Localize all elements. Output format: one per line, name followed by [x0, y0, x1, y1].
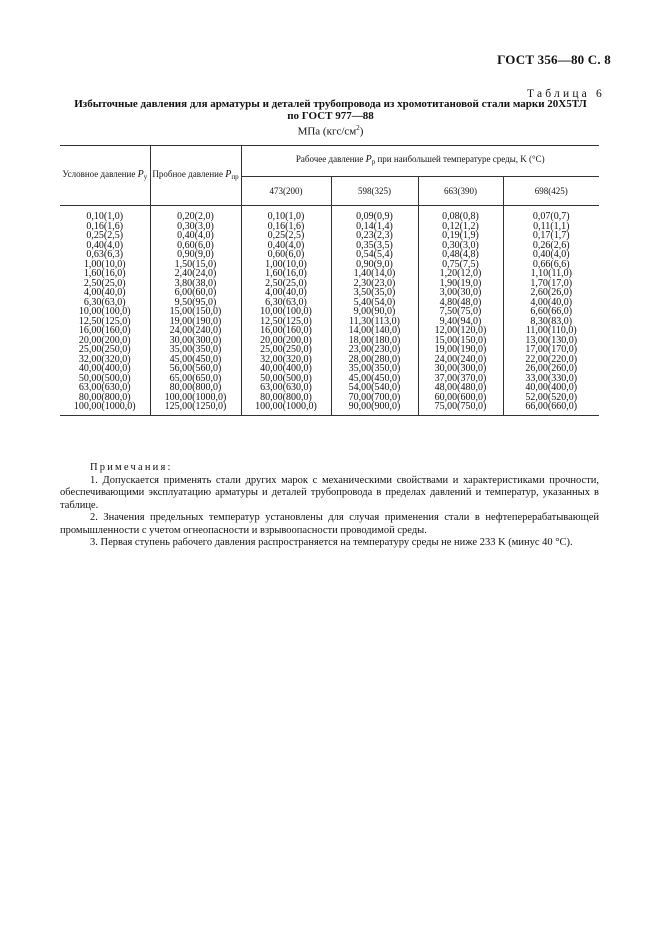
- table-cell: 0,40(4,0): [241, 241, 331, 251]
- header-temp-1: 473(200): [241, 177, 331, 206]
- table-cell: 12,50(125,0): [241, 317, 331, 327]
- table-cell: 0,60(6,0): [150, 241, 241, 251]
- table-cell: 1,60(16,0): [241, 269, 331, 279]
- header-temp-4: 698(425): [503, 177, 599, 206]
- header-working-label-pre: Рабочее давление: [295, 154, 364, 164]
- table-cell: 48,00(480,0): [418, 383, 503, 393]
- table-cell: 14,00(140,0): [331, 326, 418, 336]
- table-cell: 0,54(5,4): [331, 250, 418, 260]
- table-cell: 1,00(10,0): [241, 260, 331, 270]
- header-nominal-sub: у: [143, 172, 148, 181]
- units-label: [0, 124, 661, 138]
- table-cell: 0,40(4,0): [60, 241, 150, 251]
- table-cell: 0,10(1,0): [241, 212, 331, 222]
- table-cell: 40,00(400,0): [60, 364, 150, 374]
- table-row: [60, 212, 599, 222]
- table-cell: 1,20(12,0): [418, 269, 503, 279]
- table-cell: 35,00(350,0): [331, 364, 418, 374]
- table-cell: 19,00(190,0): [150, 317, 241, 327]
- table-cell: 90,00(900,0): [331, 402, 418, 415]
- table-cell: 45,00(450,0): [150, 355, 241, 365]
- table-cell: 100,00(1000,0): [150, 393, 241, 403]
- table-row: [60, 307, 599, 317]
- table-cell: 0,10(1,0): [60, 212, 150, 222]
- table-cell: 100,00(1000,0): [60, 402, 150, 415]
- table-cell: 0,90(9,0): [331, 260, 418, 270]
- table-cell: 66,00(660,0): [503, 402, 599, 415]
- table-cell: 32,00(320,0): [60, 355, 150, 365]
- table-cell: 1,50(15,0): [150, 260, 241, 270]
- table-cell: 0,66(6,6): [503, 260, 599, 270]
- table-cell: 45,00(450,0): [331, 374, 418, 384]
- table-cell: 1,40(14,0): [331, 269, 418, 279]
- table-cell: 0,48(4,8): [418, 250, 503, 260]
- table-cell: 54,00(540,0): [331, 383, 418, 393]
- table-cell: 0,17(1,7): [503, 231, 599, 241]
- table-cell: 0,12(1,2): [418, 222, 503, 232]
- header-test-pressure: [150, 146, 241, 206]
- table-cell: 50,00(500,0): [241, 374, 331, 384]
- table-cell: 11,00(110,0): [503, 326, 599, 336]
- table-row: [60, 402, 599, 415]
- table-row: [60, 326, 599, 336]
- table-row: [60, 336, 599, 346]
- notes-title: Примечания:: [90, 462, 173, 473]
- table-cell: 0,75(7,5): [418, 260, 503, 270]
- table-row: [60, 393, 599, 403]
- table-cell: 12,00(120,0): [418, 326, 503, 336]
- table-row: [60, 317, 599, 327]
- table-cell: 40,00(400,0): [503, 383, 599, 393]
- table-row: [60, 383, 599, 393]
- header-nominal-pressure: [60, 146, 150, 206]
- table-cell: 0,30(3,0): [418, 241, 503, 251]
- table-cell: 9,50(95,0): [150, 298, 241, 308]
- table-cell: 75,00(750,0): [418, 402, 503, 415]
- header-test-sub: пр: [231, 172, 239, 181]
- table-cell: 9,00(90,0): [331, 307, 418, 317]
- table-cell: 0,40(4,0): [503, 250, 599, 260]
- table-cell: 40,00(400,0): [241, 364, 331, 374]
- note-2: 2. Значения предельных температур установлены для случая применения стали в нефтеперерабатывающей промышленности с учетом огнеопасности и взрывоопасности проводимой среды.: [60, 512, 599, 536]
- table-cell: 15,00(150,0): [150, 307, 241, 317]
- table-cell: 4,00(40,0): [503, 298, 599, 308]
- table-cell: 0,08(0,8): [418, 212, 503, 222]
- table-cell: 8,30(83,0): [503, 317, 599, 327]
- table-cell: 52,00(520,0): [503, 393, 599, 403]
- table-row: [60, 345, 599, 355]
- table-cell: 6,60(66,0): [503, 307, 599, 317]
- table-cell: 4,00(40,0): [241, 288, 331, 298]
- table-cell: 0,23(2,3): [331, 231, 418, 241]
- table-cell: 30,00(300,0): [418, 364, 503, 374]
- units-base: МПа (кгс/см: [297, 125, 357, 138]
- table-cell: 37,00(370,0): [418, 374, 503, 384]
- caption-line-1: Избыточные давления для арматуры и деталей трубопровода из хромотитановой стали марки 20Х5ТЛ: [74, 98, 587, 110]
- table-cell: 15,00(150,0): [418, 336, 503, 346]
- table-cell: 56,00(560,0): [150, 364, 241, 374]
- header-temp-2: 598(325): [331, 177, 418, 206]
- table-row: [60, 241, 599, 251]
- table-cell: 0,26(2,6): [503, 241, 599, 251]
- table-cell: 25,00(250,0): [60, 345, 150, 355]
- table-cell: 6,00(60,0): [150, 288, 241, 298]
- table-cell: 24,00(240,0): [418, 355, 503, 365]
- table-cell: 0,25(2,5): [60, 231, 150, 241]
- table-row: [60, 250, 599, 260]
- table-cell: 80,00(800,0): [60, 393, 150, 403]
- table-row: [60, 374, 599, 384]
- table-row: [60, 222, 599, 232]
- header-test-label: Пробное давление: [152, 168, 223, 179]
- table-cell: 17,00(170,0): [503, 345, 599, 355]
- table-cell: 6,30(63,0): [60, 298, 150, 308]
- table-cell: 0,20(2,0): [150, 212, 241, 222]
- table-cell: 3,80(38,0): [150, 279, 241, 289]
- table-cell: 22,00(220,0): [503, 355, 599, 365]
- header-working-label-post: при наибольшей температуре среды, K (°C): [377, 154, 545, 164]
- table-cell: 16,00(160,0): [241, 326, 331, 336]
- table-cell: 63,00(630,0): [60, 383, 150, 393]
- table-cell: 100,00(1000,0): [241, 402, 331, 415]
- table-cell: 0,16(1,6): [60, 222, 150, 232]
- table-body: [60, 206, 599, 416]
- notes-section: [60, 462, 599, 550]
- table-cell: 0,07(0,7): [503, 212, 599, 222]
- table-cell: 0,14(1,4): [331, 222, 418, 232]
- table-row: [60, 298, 599, 308]
- table-cell: 16,00(160,0): [60, 326, 150, 336]
- table-row: [60, 279, 599, 289]
- table-cell: 80,00(800,0): [150, 383, 241, 393]
- table-cell: 0,40(4,0): [150, 231, 241, 241]
- table-cell: 25,00(250,0): [241, 345, 331, 355]
- table-cell: 0,16(1,6): [241, 222, 331, 232]
- table-cell: 0,19(1,9): [418, 231, 503, 241]
- table-cell: 12,50(125,0): [60, 317, 150, 327]
- table-cell: 65,00(650,0): [150, 374, 241, 384]
- header-working-sub: р: [371, 158, 376, 166]
- table-cell: 5,40(54,0): [331, 298, 418, 308]
- table-cell: 0,63(6,3): [60, 250, 150, 260]
- table-row: [60, 269, 599, 279]
- header-test-symbol: P: [225, 168, 232, 180]
- table-cell: 6,30(63,0): [241, 298, 331, 308]
- table-cell: 1,10(11,0): [503, 269, 599, 279]
- table-cell: 10,00(100,0): [241, 307, 331, 317]
- pressure-table: [60, 145, 599, 416]
- table-cell: 24,00(240,0): [150, 326, 241, 336]
- table-cell: 0,90(9,0): [150, 250, 241, 260]
- table-cell: 4,00(40,0): [60, 288, 150, 298]
- table-number: Таблица 6: [527, 88, 605, 100]
- table-cell: 20,00(200,0): [241, 336, 331, 346]
- table-cell: 30,00(300,0): [150, 336, 241, 346]
- table-cell: 1,00(10,0): [60, 260, 150, 270]
- header-working-pressure: [241, 146, 599, 177]
- table-row: [60, 288, 599, 298]
- units-power: 2: [356, 124, 360, 132]
- table-cell: 2,50(25,0): [60, 279, 150, 289]
- table-cell: 4,80(48,0): [418, 298, 503, 308]
- table-cell: 0,35(3,5): [331, 241, 418, 251]
- table-cell: 80,00(800,0): [241, 393, 331, 403]
- table-cell: 2,30(23,0): [331, 279, 418, 289]
- table-cell: 0,25(2,5): [241, 231, 331, 241]
- header-nominal-symbol: P: [137, 168, 144, 180]
- table-caption: [0, 98, 661, 122]
- table-cell: 11,30(113,0): [331, 317, 418, 327]
- table-cell: 125,00(1250,0): [150, 402, 241, 415]
- table-cell: 23,00(230,0): [331, 345, 418, 355]
- table-cell: 7,50(75,0): [418, 307, 503, 317]
- table-cell: 0,11(1,1): [503, 222, 599, 232]
- table-row: [60, 364, 599, 374]
- table-cell: 2,50(25,0): [241, 279, 331, 289]
- table-cell: 32,00(320,0): [241, 355, 331, 365]
- table-cell: 35,00(350,0): [150, 345, 241, 355]
- table-cell: 10,00(100,0): [60, 307, 150, 317]
- table-cell: 13,00(130,0): [503, 336, 599, 346]
- table-cell: 3,50(35,0): [331, 288, 418, 298]
- table-cell: 19,00(190,0): [418, 345, 503, 355]
- table-cell: 0,60(6,0): [241, 250, 331, 260]
- table-cell: 28,00(280,0): [331, 355, 418, 365]
- table-cell: 0,09(0,9): [331, 212, 418, 222]
- units-close: ): [359, 125, 364, 138]
- table-cell: 60,00(600,0): [418, 393, 503, 403]
- table-cell: 20,00(200,0): [60, 336, 150, 346]
- table-cell: 1,90(19,0): [418, 279, 503, 289]
- table-row: [60, 231, 599, 241]
- table-cell: 18,00(180,0): [331, 336, 418, 346]
- table-row: [60, 260, 599, 270]
- table-cell: 9,40(94,0): [418, 317, 503, 327]
- header-nominal-label: Условное давление: [62, 168, 136, 179]
- table-cell: 0,30(3,0): [150, 222, 241, 232]
- table-cell: 33,00(330,0): [503, 374, 599, 384]
- table-cell: 50,00(500,0): [60, 374, 150, 384]
- note-3: 3. Первая ступень рабочего давления распространяется на температуру среды не ниже 233 K (минус 40 °C).: [90, 537, 573, 548]
- note-1: 1. Допускается применять стали других марок с механическими свойствами и характеристиками прочности, обеспечивающими эксплуатацию арматуры и деталей трубопровода в пределах давлений и температур, указанных в таблице.: [60, 474, 599, 511]
- table-cell: 2,60(26,0): [503, 288, 599, 298]
- table-cell: 1,70(17,0): [503, 279, 599, 289]
- table-cell: 70,00(700,0): [331, 393, 418, 403]
- table-cell: 1,60(16,0): [60, 269, 150, 279]
- caption-line-2: по ГОСТ 977—88: [287, 110, 374, 122]
- table-row: [60, 355, 599, 365]
- table-cell: 26,00(260,0): [503, 364, 599, 374]
- page-header: ГОСТ 356—80 С. 8: [497, 52, 611, 67]
- table-cell: 63,00(630,0): [241, 383, 331, 393]
- header-working-symbol: P: [365, 154, 372, 165]
- header-temp-3: 663(390): [418, 177, 503, 206]
- table-cell: 2,40(24,0): [150, 269, 241, 279]
- table-cell: 3,00(30,0): [418, 288, 503, 298]
